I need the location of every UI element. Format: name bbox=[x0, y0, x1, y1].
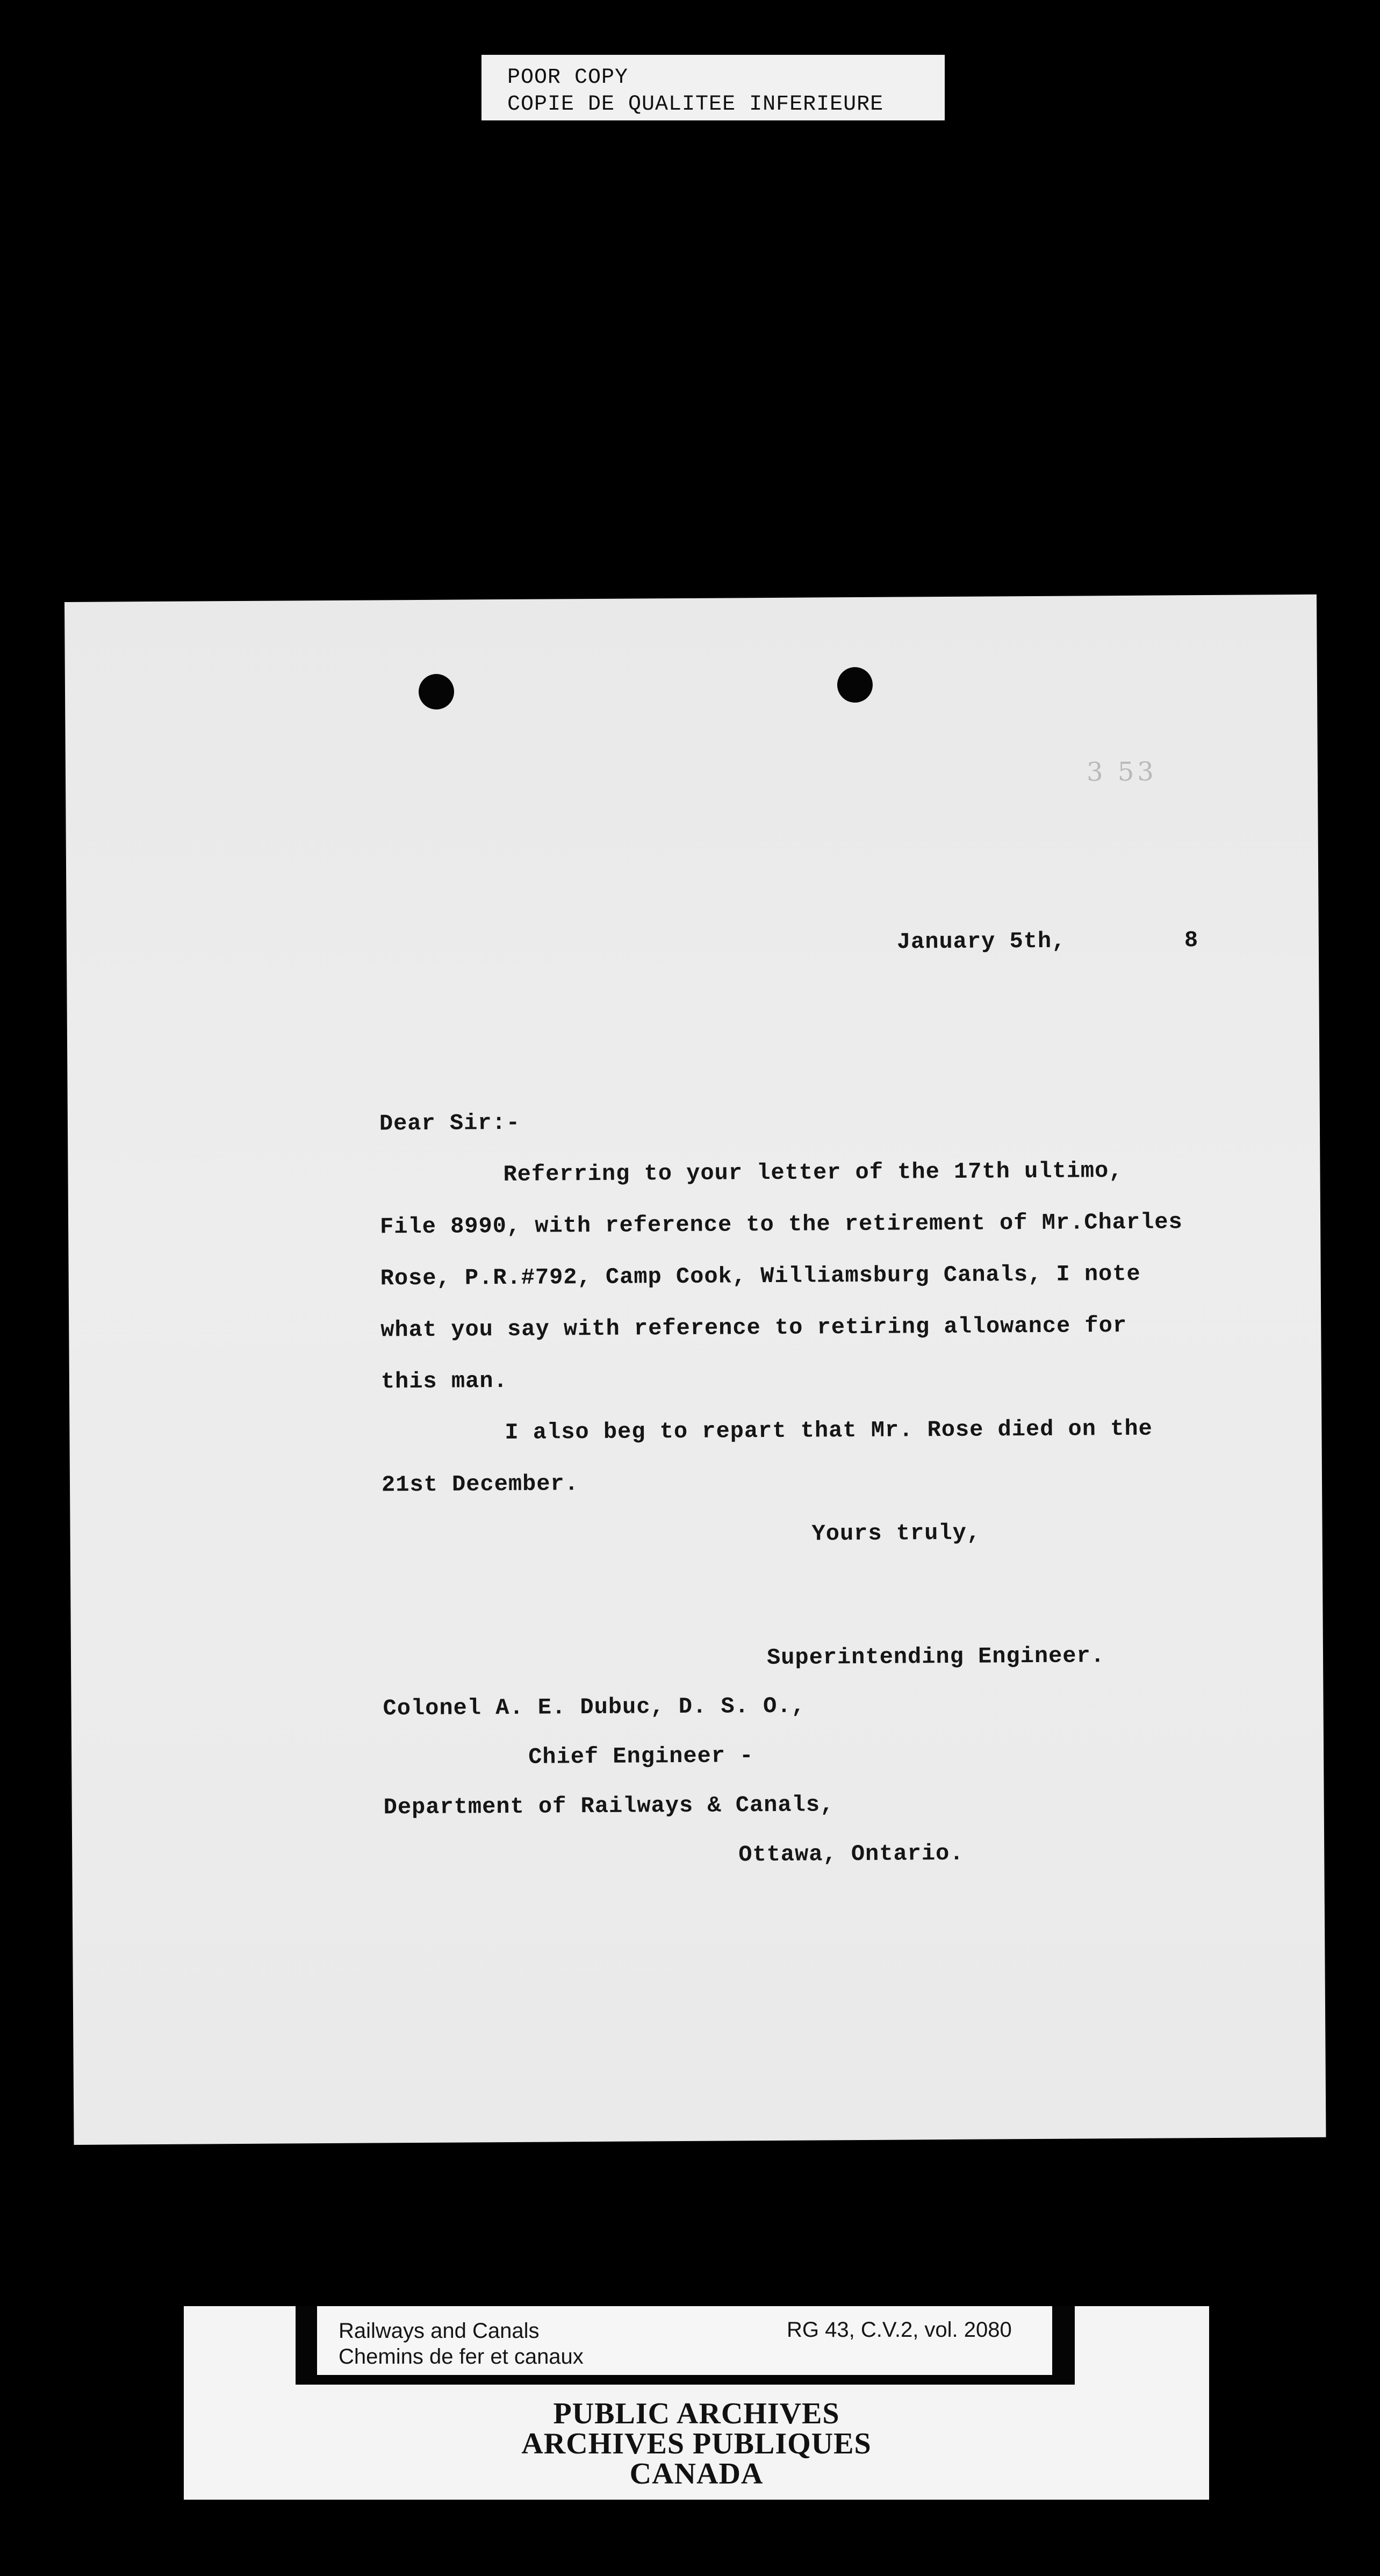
archives-label bbox=[184, 2306, 1209, 2500]
letter-sheet bbox=[64, 595, 1326, 2145]
salutation: Dear Sir:- bbox=[379, 1110, 521, 1137]
stamp-line-1: POOR COPY bbox=[507, 66, 629, 90]
body-line: this man. bbox=[380, 1368, 508, 1395]
department-names bbox=[339, 2318, 584, 2370]
body-line: what you say with reference to retiring allowance for bbox=[380, 1312, 1127, 1343]
body-line: Referring to your letter of the 17th ultimo, bbox=[503, 1157, 1123, 1188]
record-group-reference: RG 43, C.V.2, vol. 2080 bbox=[787, 2318, 1012, 2342]
body-line: File 8990, with reference to the retirement of Mr.Charles bbox=[379, 1209, 1183, 1240]
addressee-line: Department of Railways & Canals, bbox=[383, 1792, 835, 1821]
letter-year: 8 bbox=[1184, 927, 1199, 954]
closing: Yours truly, bbox=[811, 1520, 981, 1547]
archives-title-line: PUBLIC ARCHIVES bbox=[553, 2397, 840, 2430]
punch-hole-left bbox=[419, 674, 454, 710]
archives-title bbox=[184, 2399, 1209, 2489]
body-line: 21st December. bbox=[381, 1471, 579, 1498]
label-reference-panel bbox=[317, 2306, 1052, 2375]
addressee-line: Ottawa, Ontario. bbox=[738, 1840, 964, 1868]
letter-date: January 5th, bbox=[896, 928, 1066, 955]
signature-title: Superintending Engineer. bbox=[766, 1643, 1105, 1671]
archives-title-line: CANADA bbox=[629, 2457, 764, 2491]
stamp-line-2: COPIE DE QUALITEE INFERIEURE bbox=[507, 92, 884, 117]
poor-copy-stamp bbox=[481, 55, 945, 120]
addressee-line: Chief Engineer - bbox=[528, 1743, 754, 1770]
body-line: Rose, P.R.#792, Camp Cook, Williamsburg Canals, I note bbox=[380, 1261, 1141, 1292]
body-line: I also beg to repart that Mr. Rose died on the bbox=[505, 1415, 1153, 1446]
archives-title-line: ARCHIVES PUBLIQUES bbox=[521, 2427, 872, 2460]
punch-hole-right bbox=[837, 667, 873, 703]
department-en: Railways and Canals bbox=[339, 2319, 540, 2343]
file-number: 3 53 bbox=[1086, 756, 1158, 788]
addressee-line: Colonel A. E. Dubuc, D. S. O., bbox=[383, 1693, 806, 1722]
department-fr: Chemins de fer et canaux bbox=[339, 2345, 584, 2369]
